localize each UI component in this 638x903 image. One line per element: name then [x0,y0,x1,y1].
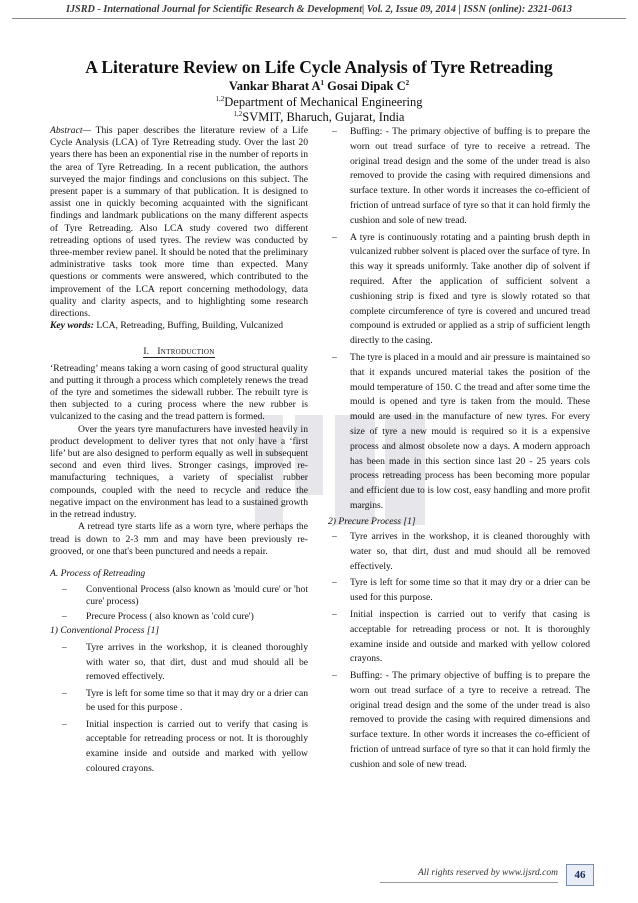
conventional-steps-continued-list [328,125,590,514]
process-types-list [50,584,308,623]
list-item: – Tyre is left for some time so that it may dry or a drier can be used for this purpose. [328,576,590,606]
journal-header: IJSRD - International Journal for Scientific Research & Development| Vol. 2, Issue 09, 2014 | ISSN (online): 2321-0613 [12,4,626,19]
paper-authors: Vankar Bharat $A^1$ Gosai Dipak $C^2$ [228,78,410,93]
list-item: – Tyre is left for some time so that it may dry or a drier can be used for this purpose . [50,687,308,716]
subsection-process-of-retreading: A. Process of Retreading [50,567,146,579]
subsection-conventional-process: 1) Conventional Process [1] [50,624,160,636]
page-footer [0,866,638,886]
abstract: Abstract— This paper describes the literature review of a Life Cycle Analysis (LCA) of Tyre Retreading study. Over the last 20 years there has been an exponential rise in the number of reports in the area of Tyre Retreading. In a recent publication, the authors surveyed the major findings and conclusions on this subject. The present paper is a summary of that publication. It is designed to assist one in quickly becoming acquainted with the significant findings and landmark publications on the many different aspects of Tyre Retreading. Also LCA study covered two different retreading options of used tyres. The review was conducted by three-member review panel. It should be noted that the preliminary administrative tasks took more time than expected. Many questions or comments were answered, which contributed to the improvement of the LCA report concerning methodology, data quality and clarity aspects, and to highlighting some research directions. [50,125,308,320]
intro-paragraph-2: Over the years tyre manufacturers have invested heavily in product development to deliver tyres that not only have a ‘first life’ but are also designed to perform equally as well in subsequent second and even third lives. Stronger casings, improved re-manufacturing techniques, a variety of specialist rubber compounds, coupled with the need to recycle and reduce the negative impact on the environment has lead to a sustained growth in the retread industry. [50,423,308,521]
author-institution: $^{1,2}$SVMIT, Bharuch, Gujarat, India [233,109,405,124]
conventional-steps-list [50,641,308,776]
list-item: – Buffing: - The primary objective of buffing is to prepare the worn out tread surface of a tyre to receive a retread. The original tread design and the some of the under tread is also removed to provide the casing with required dimensions and surface texture. In other words it increases the co-efficient of friction of untread surface of tyre so that it can hold firmly the cushion and sole of new tread. [328,669,590,773]
intro-paragraph-3: A retread tyre starts life as a worn tyre, where perhaps the tread is down to 2-3 mm and may have been previously re-grooved, or one that's been punctured and needs a repair. [50,521,308,557]
right-column [328,125,590,775]
list-item: – The tyre is placed in a mould and air pressure is maintained so that it expands uncured material takes the position of the mould temperature of 150. C the tread and after some time the mould is opened and tyre is taken from the mould. These mould are used in the manufacture of new tyres. For every size of tyre a new mould is required so it is a expensive process and almost obsolete now a days. A modern approach has been made in this section since last 20 - 25 years cols process retreading process has been becoming more popular and efficient due to is low cost, easy handling and more profit margins. [328,351,590,514]
footer-rights-text: All rights reserved by www.ijsrd.com [417,868,558,878]
list-item: – Tyre arrives in the workshop, it is cleaned thoroughly with water so, that dirt, dust and mud should all be removed effectively. [50,641,308,685]
section-heading-introduction: I. Introduction [143,347,215,358]
left-column [50,125,308,778]
list-item: – Initial inspection is carried out to verify that casing is acceptable for retreading process or not. It is thoroughly examine inside and outside and marked with yellow colored crayons. [328,608,590,667]
subsection-precure-process: 2) Precure Process [1] [328,515,416,527]
keywords: Key words: LCA, Retreading, Buffing, Building, Vulcanized [50,320,284,332]
list-item: – Tyre arrives in the workshop, it is cleaned thoroughly with water so, that dirt, dust and mud should all be removed effectively. [328,530,590,574]
precure-steps-list [328,530,590,773]
list-item: – Precure Process ( also known as 'cold cure') [50,611,308,623]
list-item: – Initial inspection is carried out to verify that casing is acceptable for retreading process or not. It is thoroughly examine inside and outside and marked with yellow coloured crayons. [50,718,308,776]
list-item: – A tyre is continuously rotating and a painting brush depth in vulcanized rubber solvent is placed over the surface of tyre. In this way it spreads uniformly. Take another dip of solvent if required. After the application of sufficient solvent a cushioning strip is fixed and tyre is slowly rotated so that complete circumference of tyre is covered and uncured tread compound is extruded or applied as a strip of sufficient length directly to the casing. [328,231,590,349]
list-item: – Buffing: - The primary objective of buffing is to prepare the worn out tread surface of tyre to receive a retread. The original tread design and the some of the under tread is also removed to provide the casing with required dimensions and surface texture. In other words it increases the co-efficient of friction of untread surface of tyre so that it can hold firmly the cushion and sole of new tread. [328,125,590,229]
page-number: 46 [566,864,594,886]
author-department: $^{1,2}$Department of Mechanical Engineering [215,94,423,109]
list-item: – Conventional Process (also known as 'mould cure' or 'hot cure' process) [50,584,308,608]
paper-title: A Literature Review on Life Cycle Analysis of Tyre Retreading [85,57,553,77]
intro-paragraph-1: ‘Retreading’ means taking a worn casing of good structural quality and putting it through a process which completely renews the tread of the tyre and sometimes the sidewall rubber. The rebuilt tyre is then subjected to a curing process where the new rubber is vulcanized to the casing and the tread pattern is formed. [50,362,308,423]
footer-rule [380,882,558,883]
